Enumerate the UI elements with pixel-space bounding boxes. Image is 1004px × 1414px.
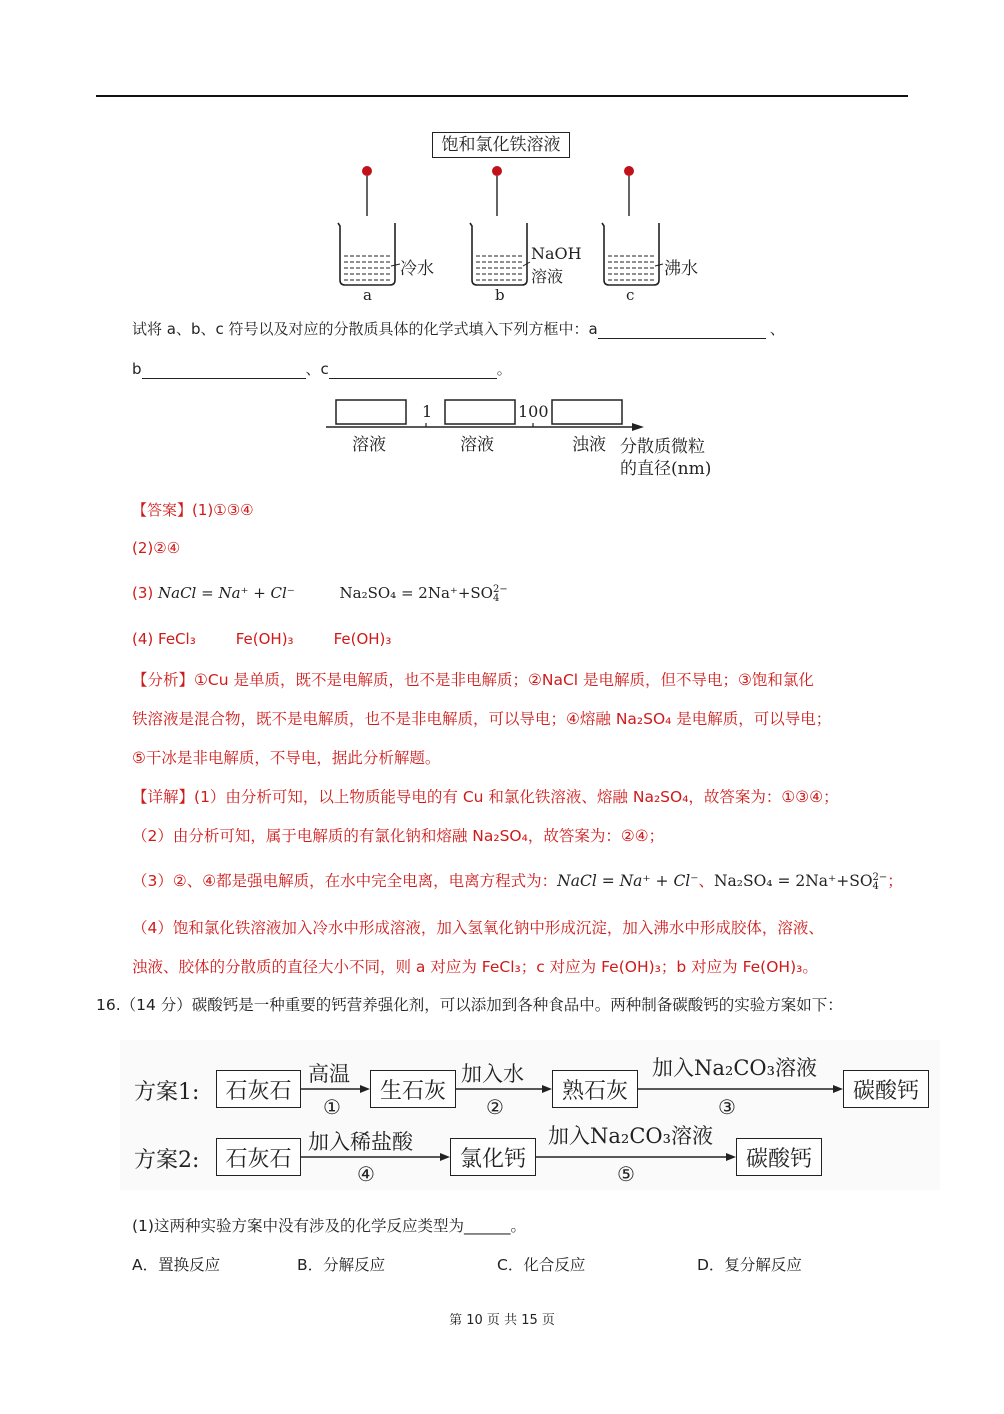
q16-sub1: (1)这两种实验方案中没有涉及的化学反应类型为______。 xyxy=(132,1217,526,1235)
detail-line-3 xyxy=(132,869,903,891)
detail-3-eq1: NaCl = Na⁺ + Cl⁻ xyxy=(557,872,699,890)
diagram-title-box: 饱和氯化铁溶液 xyxy=(432,132,570,158)
answer-3-eq1: NaCl = Na⁺ + Cl⁻ xyxy=(158,584,295,602)
answer-4-2: Fe(OH)₃ xyxy=(235,630,294,648)
q16-stem: 16.（14 分）碳酸钙是一种重要的钙营养强化剂，可以添加到各种食品中。两种制备碳酸钙的实验方案如下： xyxy=(96,996,843,1014)
scheme2-box-calcium-chloride: 氯化钙 xyxy=(450,1138,536,1176)
dropper-a xyxy=(362,166,372,216)
detail-3-end: ； xyxy=(887,872,903,890)
detail-3-eq2 xyxy=(714,872,887,890)
detail-3-eq2-sub: 4 xyxy=(872,881,879,892)
beaker-a-liquid: 冷水 xyxy=(400,259,434,279)
dropper-b xyxy=(492,166,502,216)
question-line-2 xyxy=(132,358,512,379)
scheme1-arrow3-num: ③ xyxy=(718,1095,736,1119)
beaker-a xyxy=(338,223,400,285)
axis-label-line2: 的直径(nm) xyxy=(620,459,712,479)
q16-flow-diagram xyxy=(120,1040,940,1190)
tick-100: 100 xyxy=(518,402,549,421)
detail-text-1: (1）由分析可知，以上物质能导电的有 Cu 和氯化铁溶液、熔融 Na₂SO₄，故答案为：①③④； xyxy=(194,788,839,806)
beakers-figure xyxy=(300,128,720,308)
analysis-tag: 【分析】 xyxy=(132,671,195,689)
detail-line-1 xyxy=(132,785,839,807)
scheme1-label: 方案1: xyxy=(134,1080,200,1105)
tick-1: 1 xyxy=(422,402,433,421)
scheme2-box-calcium-carbonate: 碳酸钙 xyxy=(736,1138,822,1176)
scheme2-arrow2-num: ⑤ xyxy=(617,1162,635,1186)
scheme2-box-limestone: 石灰石 xyxy=(216,1138,301,1176)
analysis-line-3: ⑤干冰是非电解质，不导电，据此分析解题。 xyxy=(132,749,441,767)
beaker-c xyxy=(602,223,663,285)
q16-option-c[interactable]: C．化合反应 xyxy=(497,1256,586,1274)
answer-tag: 【答案】 xyxy=(132,501,193,519)
scheme1-box-calcium-carbonate: 碳酸钙 xyxy=(843,1070,929,1108)
blank-c[interactable] xyxy=(329,362,497,379)
analysis-line-2: 铁溶液是混合物，既不是电解质，也不是非电解质，可以导电；④熔融 Na₂SO₄ 是电解质，可以导电； xyxy=(132,710,832,728)
answer-1: (1)①③④ xyxy=(192,501,254,519)
size-axis-diagram xyxy=(326,398,726,480)
scheme2-arrow1-label: 加入稀盐酸 xyxy=(308,1130,413,1154)
scheme1-arrow1-label: 高温 xyxy=(308,1062,350,1086)
scheme1-box-slakedlime: 熟石灰 xyxy=(552,1070,638,1108)
detail-3-eq2-sup: 2− xyxy=(872,872,888,883)
answer-line-4 xyxy=(132,630,391,648)
beaker-b-liquid-line2: 溶液 xyxy=(531,267,564,286)
answer-box-2 xyxy=(445,400,515,424)
answer-line-3 xyxy=(132,584,508,603)
detail-3-eq2-base: Na₂SO₄ = 2Na⁺+SO xyxy=(713,872,873,890)
answer-3-eq2-base: Na₂SO₄ = 2Na⁺+SO xyxy=(339,584,493,602)
answer-box-1 xyxy=(336,400,406,424)
dropper-c xyxy=(624,166,634,216)
detail-line-2: （2）由分析可知，属于电解质的有氯化钠和熔融 Na₂SO₄，故答案为：②④； xyxy=(132,827,665,845)
scheme2-label: 方案2: xyxy=(134,1148,200,1173)
answer-3-eq2-sup: 2− xyxy=(492,584,508,595)
beaker-b-letter: b xyxy=(495,286,505,304)
detail-3-sep: 、 xyxy=(698,872,714,890)
header-rule xyxy=(96,95,908,97)
question-end: 。 xyxy=(496,360,512,378)
answer-2: (2)②④ xyxy=(132,539,181,557)
axis-label-line1: 分散质微粒 xyxy=(620,437,705,457)
answer-4-1: (4) FeCl₃ xyxy=(132,630,196,648)
scheme1-arrow1-num: ① xyxy=(323,1095,341,1119)
detail-line-5: 浊液、胶体的分散质的直径大小不同，则 a 对应为 FeCl₃；c 对应为 Fe(OH)₃；b 对应为 Fe(OH)₃。 xyxy=(132,958,818,976)
axis-arrow xyxy=(632,423,644,431)
b-label: b xyxy=(132,360,142,378)
scheme1-arrow2-num: ② xyxy=(486,1095,504,1119)
beaker-c-letter: c xyxy=(626,286,635,304)
beaker-c-liquid: 沸水 xyxy=(664,259,698,279)
region-label-2: 溶液 xyxy=(460,435,494,455)
analysis-line-1 xyxy=(132,668,814,690)
scheme1-arrow3-label: 加入Na₂CO₃溶液 xyxy=(652,1056,818,1080)
blank-a[interactable] xyxy=(598,322,766,339)
detail-3-prefix: （3）②、④都是强电解质，在水中完全电离，电离方程式为： xyxy=(132,872,558,890)
question-line-1 xyxy=(132,318,785,339)
question-text: 试将 a、b、c 符号以及对应的分散质具体的化学式填入下列方框中：a xyxy=(132,320,598,338)
detail-tag: 【详解】 xyxy=(132,788,195,806)
q16-option-d[interactable]: D．复分解反应 xyxy=(697,1256,802,1274)
scheme2-arrow1-num: ④ xyxy=(357,1162,375,1186)
detail-line-4: （4）饱和氯化铁溶液加入冷水中形成溶液，加入氢氧化钠中形成沉淀，加入沸水中形成胶体，溶液、 xyxy=(132,919,824,937)
scheme1-box-limestone: 石灰石 xyxy=(216,1070,301,1108)
answer-3-eq2-sub: 4 xyxy=(492,593,500,604)
q16-option-a[interactable]: A．置换反应 xyxy=(132,1256,221,1274)
blank-b[interactable] xyxy=(142,362,306,379)
page-footer: 第 10 页 共 15 页 xyxy=(449,1313,555,1328)
answer-line-1 xyxy=(132,499,254,520)
beaker-b-liquid-line1: NaOH xyxy=(531,244,582,263)
q16-option-b[interactable]: B．分解反应 xyxy=(297,1256,386,1274)
answer-box-3 xyxy=(552,400,622,424)
scheme1-arrow2-label: 加入水 xyxy=(461,1062,524,1086)
analysis-text-1: ①Cu 是单质，既不是电解质，也不是非电解质；②NaCl 是电解质，但不导电；③饱和氯化 xyxy=(194,671,814,689)
beaker-diagram xyxy=(300,128,720,308)
answer-3-eq2 xyxy=(340,584,508,602)
scheme1-box-quicklime: 生石灰 xyxy=(370,1070,456,1108)
region-label-1: 溶液 xyxy=(352,435,386,455)
answer-3-prefix: (3) xyxy=(132,584,159,602)
answer-4-3: Fe(OH)₃ xyxy=(333,630,392,648)
beaker-b xyxy=(470,223,530,285)
region-label-3: 浊液 xyxy=(572,435,606,455)
beaker-a-letter: a xyxy=(363,286,372,304)
scheme2-arrow2-label: 加入Na₂CO₃溶液 xyxy=(548,1124,714,1148)
question-sep-1: 、 xyxy=(769,320,785,338)
c-label: 、c xyxy=(305,360,329,378)
flow-arrows xyxy=(120,1040,940,1190)
